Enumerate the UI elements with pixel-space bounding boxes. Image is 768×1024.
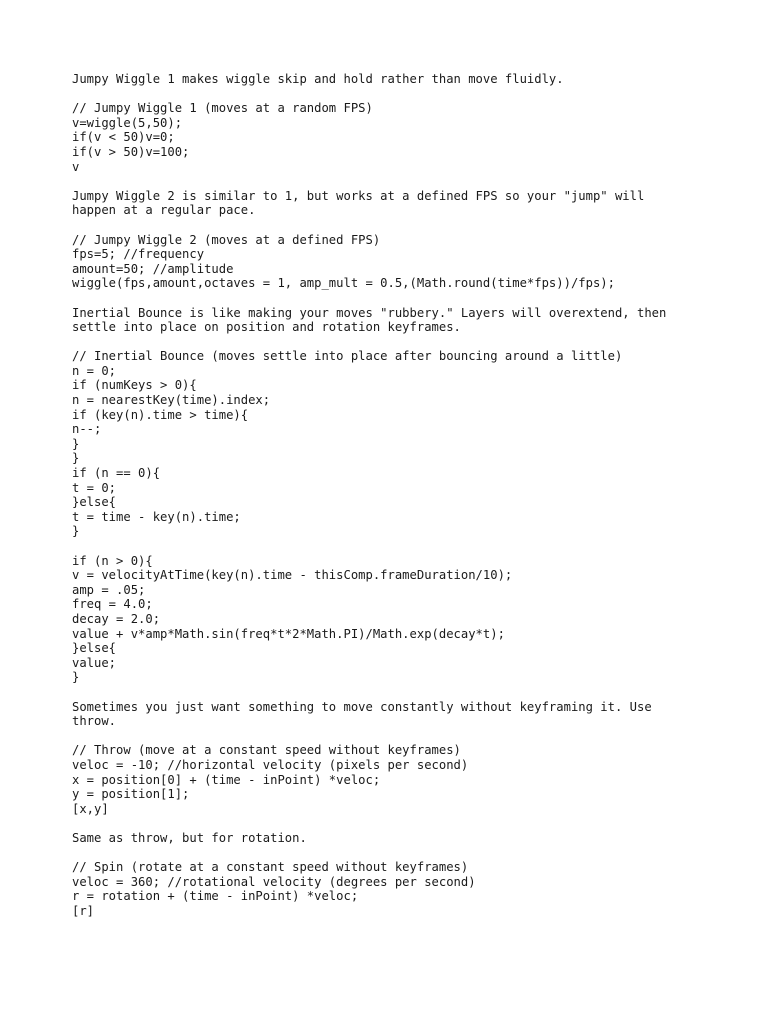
code-line: n = 0;: [72, 363, 117, 378]
code-line: t = time - key(n).time;: [72, 509, 241, 524]
code-line: }: [72, 524, 80, 539]
code-line: if (numKeys > 0){: [72, 378, 197, 393]
paragraph: [72, 700, 712, 729]
code-block: [72, 233, 712, 291]
code-line: value + v*amp*Math.sin(freq*t*2*Math.PI)/Math.exp(decay*t);: [72, 626, 505, 641]
code-line: y = position[1];: [72, 787, 190, 802]
code-line: if (n > 0){: [72, 553, 153, 568]
code-block: [72, 743, 712, 816]
code-line: }: [72, 451, 80, 466]
code-line: if (key(n).time > time){: [72, 407, 249, 422]
text-line: Sometimes you just want something to move constantly without keyframing it. Use: [72, 699, 652, 714]
code-block: [72, 349, 712, 539]
paragraph: [72, 831, 712, 846]
code-line: t = 0;: [72, 480, 117, 495]
code-line: // Jumpy Wiggle 2 (moves at a defined FPS): [72, 232, 381, 247]
code-line: fps=5; //frequency: [72, 247, 205, 262]
text-line: Same as throw, but for rotation.: [72, 830, 307, 845]
code-line: // Jumpy Wiggle 1 (moves at a random FPS): [72, 101, 373, 116]
code-line: n--;: [72, 422, 102, 437]
code-line: amount=50; //amplitude: [72, 261, 234, 276]
code-line: [r]: [72, 903, 95, 918]
text-line: Jumpy Wiggle 2 is similar to 1, but works at a defined FPS so your "jump" will: [72, 188, 645, 203]
text-line: Jumpy Wiggle 1 makes wiggle skip and hold rather than move fluidly.: [72, 72, 564, 86]
code-line: wiggle(fps,amount,octaves = 1, amp_mult = 0.5,(Math.round(time*fps))/fps);: [72, 276, 615, 291]
text-line: throw.: [72, 714, 117, 729]
code-line: // Spin (rotate at a constant speed without keyframes): [72, 860, 469, 875]
document-body: [72, 72, 712, 933]
code-line: x = position[0] + (time - inPoint) *veloc;: [72, 772, 381, 787]
code-line: }: [72, 436, 80, 451]
code-block: [72, 860, 712, 918]
paragraph: [72, 306, 712, 335]
code-block: [72, 554, 712, 685]
code-line: }else{: [72, 641, 117, 656]
code-line: }: [72, 670, 80, 685]
code-line: decay = 2.0;: [72, 611, 161, 626]
code-line: n = nearestKey(time).index;: [72, 393, 271, 408]
text-line: happen at a regular pace.: [72, 203, 256, 218]
code-line: veloc = -10; //horizontal velocity (pixels per second): [72, 757, 469, 772]
code-line: if (n == 0){: [72, 466, 161, 481]
paragraph: [72, 189, 712, 218]
code-line: // Throw (move at a constant speed without keyframes): [72, 743, 461, 758]
code-line: freq = 4.0;: [72, 597, 153, 612]
code-line: if(v < 50)v=0;: [72, 130, 175, 145]
code-line: amp = .05;: [72, 582, 146, 597]
code-line: r = rotation + (time - inPoint) *veloc;: [72, 889, 359, 904]
text-line: settle into place on position and rotation keyframes.: [72, 320, 461, 335]
code-block: [72, 101, 712, 174]
code-line: v = velocityAtTime(key(n).time - thisComp.frameDuration/10);: [72, 568, 513, 583]
code-line: value;: [72, 655, 117, 670]
code-line: v=wiggle(5,50);: [72, 115, 183, 130]
paragraph: [72, 72, 712, 87]
code-line: veloc = 360; //rotational velocity (degrees per second): [72, 874, 476, 889]
code-line: v: [72, 159, 80, 174]
code-line: }else{: [72, 495, 117, 510]
code-line: [x,y]: [72, 801, 109, 816]
code-line: // Inertial Bounce (moves settle into place after bouncing around a little): [72, 349, 623, 364]
code-line: if(v > 50)v=100;: [72, 144, 190, 159]
text-line: Inertial Bounce is like making your moves "rubbery." Layers will overextend, then: [72, 305, 667, 320]
